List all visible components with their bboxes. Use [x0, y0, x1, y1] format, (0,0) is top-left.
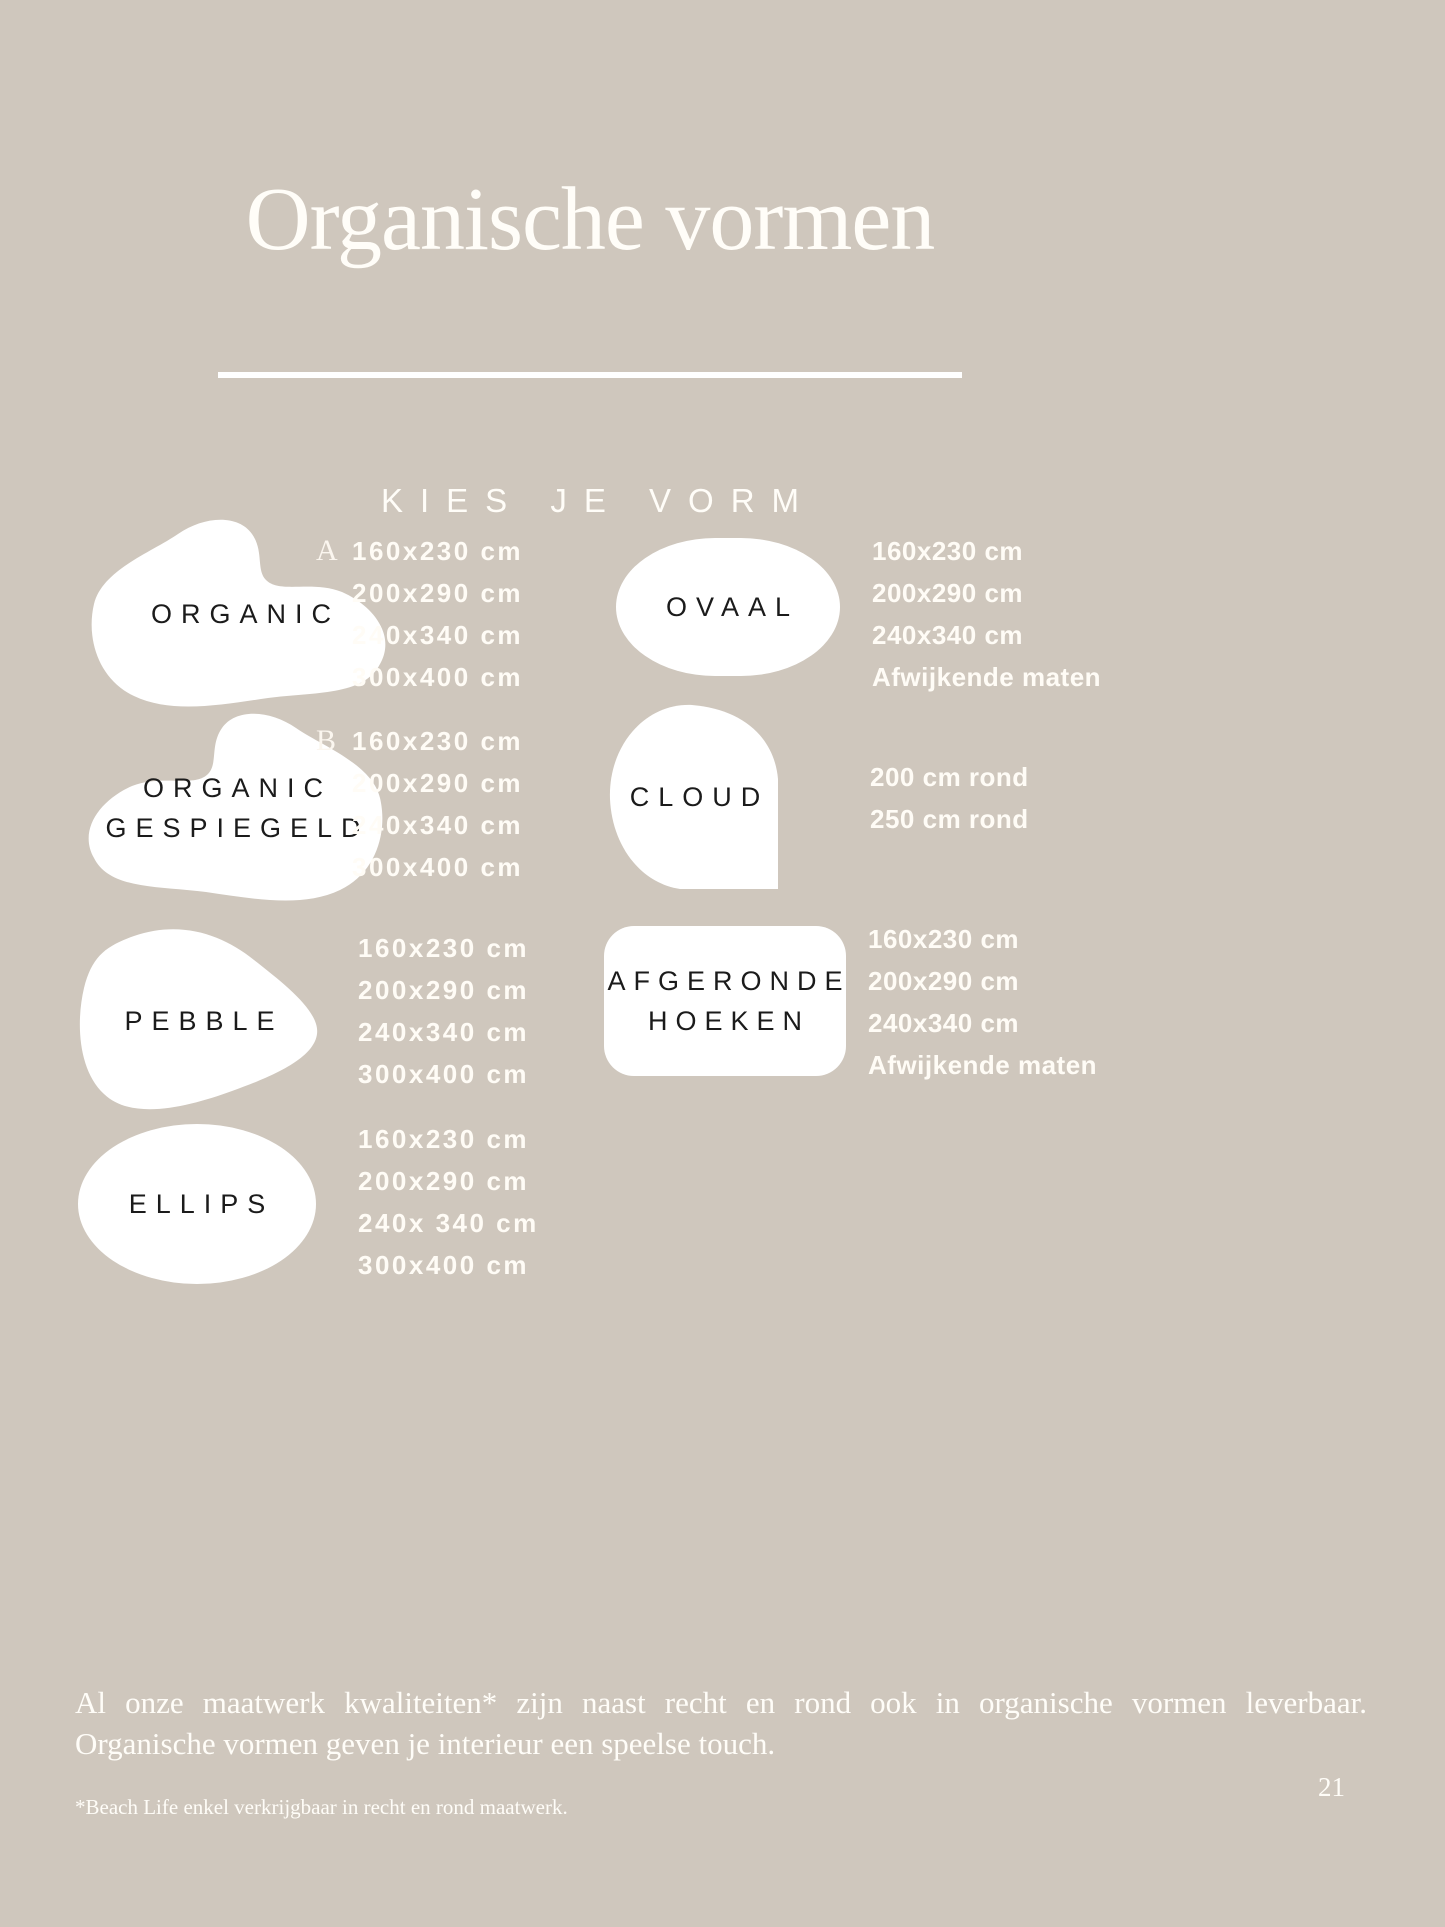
size-option: 300x400 cm [358, 1058, 530, 1089]
size-option: 240x340 cm [868, 1007, 1020, 1038]
size-option: 200 cm rond [870, 761, 1029, 792]
title-divider [218, 372, 962, 378]
label-line: HOEKEN [647, 1006, 811, 1036]
size-option: 200x290 cm [352, 577, 524, 608]
size-option: 160x230 cm [868, 923, 1020, 954]
size-option: 300x400 cm [352, 661, 524, 692]
size-option: 200x290 cm [868, 965, 1020, 996]
size-option: 240x 340 cm [358, 1207, 539, 1238]
footnote: *Beach Life enkel verkrijgbaar in recht en rond maatwerk. [75, 1795, 568, 1819]
pebble-sizes [358, 927, 529, 1095]
size-option: 200x290 cm [352, 767, 524, 798]
description-paragraph: Al onze maatwerk kwaliteiten* zijn naast recht en rond ook in organische vormen leverbaar. Organische vormen geven je interieur een speelse touch. [75, 1685, 1367, 1761]
shape-cloud-label: CLOUD [629, 782, 770, 812]
page-number: 21 [1318, 1772, 1345, 1802]
size-option: 160x230 cm [872, 535, 1024, 566]
size-option: 200x290 cm [872, 577, 1024, 608]
shape-cloud [604, 703, 786, 891]
size-option: 240x340 cm [358, 1016, 530, 1047]
size-option: 160x230 cm [358, 1123, 530, 1154]
size-option: 200x290 cm [358, 974, 530, 1005]
organic-sizes [352, 530, 523, 698]
shape-organic-gespiegeld-label [96, 768, 369, 848]
page-title: Organische vormen [245, 170, 935, 269]
marker-a: A [316, 534, 338, 567]
cloud-sizes [870, 756, 1029, 840]
shape-pebble-label: PEBBLE [124, 1006, 284, 1036]
shape-ovaal-label: OVAAL [665, 592, 800, 622]
size-option: 240x340 cm [872, 619, 1024, 650]
marker-b: B [316, 724, 337, 757]
size-option: 250 cm rond [870, 803, 1029, 834]
size-option: Afwijkende maten [872, 661, 1102, 692]
ovaal-sizes [872, 530, 1101, 698]
shape-pebble [72, 922, 327, 1120]
shape-ellips-label: ELLIPS [128, 1189, 275, 1219]
label-line: AFGERONDE [607, 966, 851, 996]
size-option: 160x230 cm [358, 932, 530, 963]
size-option: 160x230 cm [352, 725, 524, 756]
size-option: 240x340 cm [352, 619, 524, 650]
shape-organic-gespiegeld [72, 706, 394, 910]
subtitle-kies-je-vorm: KIES JE VORM [380, 482, 817, 519]
label-line: ORGANIC [142, 773, 332, 803]
size-option: Afwijkende maten [868, 1049, 1098, 1080]
afgeronde-hoeken-sizes [868, 918, 1097, 1086]
size-option: 300x400 cm [358, 1249, 530, 1280]
size-option: 160x230 cm [352, 535, 524, 566]
label-line: GESPIEGELD [105, 813, 370, 843]
organic-gespiegeld-sizes [352, 720, 523, 888]
ellips-sizes [358, 1118, 539, 1286]
shape-organic-label: ORGANIC [150, 599, 340, 629]
shape-afgeronde-hoeken [604, 926, 851, 1076]
size-option: 300x400 cm [352, 851, 524, 882]
shape-ellips [76, 1122, 318, 1286]
shape-afgeronde-hoeken-label [599, 961, 850, 1041]
shape-ovaal [616, 538, 840, 676]
size-option: 200x290 cm [358, 1165, 530, 1196]
size-option: 240x340 cm [352, 809, 524, 840]
